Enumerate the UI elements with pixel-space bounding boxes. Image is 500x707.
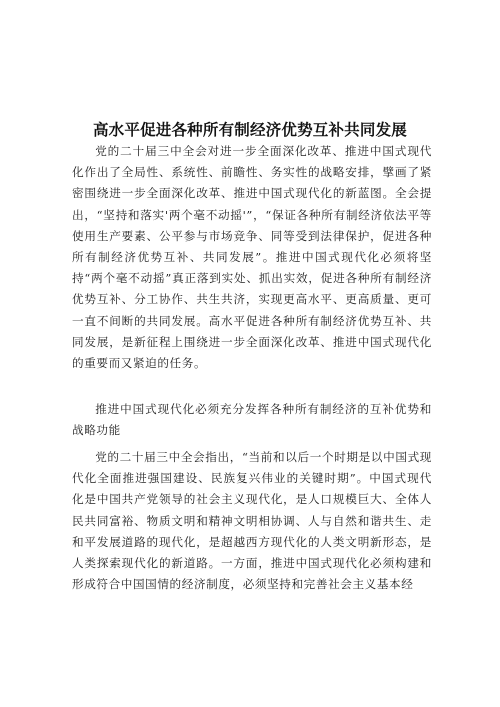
section-heading: 推进中国式现代化必须充分发挥各种所有制经济的互补优势和战略功能 [72, 402, 432, 438]
document-title: 高水平促进各种所有制经济优势互补共同发展 [92, 121, 407, 139]
paragraph-section-body: 党的二十届三中全会指出，“当前和以后一个时期是以中国式现代化全面推进强国建设、民族复兴伟业的关键时期”。中国式现代化是中国共产党领导的社会主义现代化，是人口规模巨大、全体人民共同富裕、物质文明和精神文明相协调、人与自然和谐共生、走和平发展道路的现代化，是超越西方现代化的人类文明新形态，是人类探索现代化的新道路。一方面，推进中国式现代化必须构建和形成符合中国国情的经济制度，必须坚持和完善社会主义基本经 [72, 450, 432, 592]
paragraph-intro: 党的二十届三中全会对进一步全面深化改革、推进中国式现代化作出了全局性、系统性、前瞻性、务实性的战略安排，擘画了紧密围绕进一步全面深化改革、推进中国式现代化的新蓝图。全会提出，“坚持和落实'两个毫不动摇'”，“保证各种所有制经济依法平等使用生产要素、公平参与市场竞争、同等受到法律保护，促进各种所有制经济优势互补、共同发展”。推进中国式现代化必须将坚持“两个毫不动摇”真正落到实处、抓出实效，促进各种所有制经济优势互补、分工协作、共生共济，实现更高水平、更高质量、更可一直不间断的共同发展。高水平促进各种所有制经济优势互补、共同发展，是新征程上围绕进一步全面深化改革、推进中国式现代化的重要而又紧迫的任务。 [72, 144, 432, 371]
